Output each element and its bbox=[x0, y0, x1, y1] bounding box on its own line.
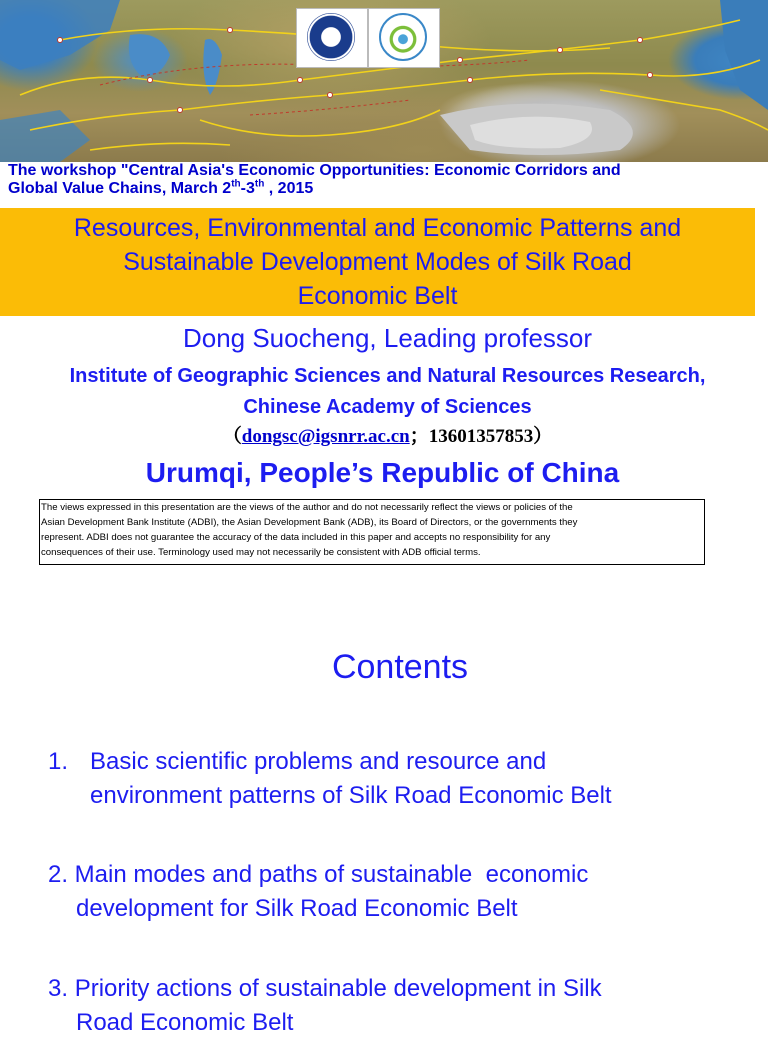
contents-item-3 bbox=[48, 972, 748, 1040]
institute-name bbox=[0, 361, 768, 423]
location-line: Urumqi, People’s Republic of China bbox=[145, 457, 620, 488]
contents-item-3-number: 3. bbox=[48, 975, 69, 1002]
contents-item-2 bbox=[48, 858, 748, 926]
title-line-1: Resources, Environmental and Economic Patterns and bbox=[73, 214, 682, 242]
contents-item-2-number: 2. bbox=[48, 861, 69, 888]
workshop-subtitle bbox=[8, 162, 760, 198]
contents-item-2-line-2: development for Silk Road Economic Belt bbox=[76, 895, 518, 922]
disclaimer-line-2: Asian Development Bank Institute (ADBI), the Asian Development Bank (ADB), its Board of Directors, or the governments they bbox=[41, 517, 578, 528]
workshop-line-2a: Global Value Chains, March 2 bbox=[8, 180, 232, 197]
cas-emblem-icon bbox=[307, 13, 355, 61]
workshop-line-2c: , 2015 bbox=[264, 180, 314, 197]
phone-number: 13601357853 bbox=[428, 426, 534, 447]
contents-item-2-line-1: Main modes and paths of sustainable economic bbox=[68, 861, 589, 888]
institute-line-2: Chinese Academy of Sciences bbox=[243, 396, 532, 418]
contact-open-paren: （ bbox=[222, 426, 242, 447]
contact-info bbox=[0, 421, 768, 448]
title-line-3: Economic Belt bbox=[297, 282, 458, 310]
disclaimer-line-3: represent. ADBI does not guarantee the accuracy of the data included in this paper and accepts no responsibility for any bbox=[41, 532, 551, 543]
workshop-line-2b: -3 bbox=[240, 180, 255, 197]
workshop-sup-2: th bbox=[254, 178, 265, 190]
disclaimer-line-4: consequences of their use. Terminology used may not necessarily be consistent with ADB official terms. bbox=[41, 547, 481, 558]
contents-item-3-line-2: Road Economic Belt bbox=[76, 1009, 294, 1036]
contents-item-1-line-1: Basic scientific problems and resource and bbox=[90, 748, 547, 775]
silk-road-map-banner bbox=[0, 0, 768, 162]
contents-item-3-line-1: Priority actions of sustainable development in Silk bbox=[74, 975, 602, 1002]
contents-heading: Contents bbox=[331, 648, 469, 686]
author-name: Dong Suocheng, Leading professor bbox=[182, 323, 593, 353]
disclaimer-line-1: The views expressed in this presentation are the views of the author and do not necessarily reflect the views or policies of the bbox=[41, 502, 573, 513]
contents-item-1-line-2: environment patterns of Silk Road Economic Belt bbox=[90, 782, 612, 809]
contact-close-paren: ） bbox=[533, 426, 553, 447]
title-line-2: Sustainable Development Modes of Silk Road bbox=[123, 248, 632, 276]
workshop-sup-1: th bbox=[231, 178, 241, 190]
presentation-title bbox=[0, 208, 755, 316]
contents-item-1-number: 1. bbox=[48, 748, 69, 775]
workshop-line-1: The workshop "Central Asia's Economic Opportunities: Economic Corridors and bbox=[8, 162, 621, 179]
cas-logo bbox=[296, 8, 368, 68]
disclaimer-box bbox=[39, 499, 705, 565]
igsnrr-emblem-icon bbox=[379, 13, 427, 61]
igsnrr-logo bbox=[368, 8, 440, 68]
email-link[interactable]: dongsc@igsnrr.ac.cn bbox=[241, 426, 410, 447]
institute-line-1: Institute of Geographic Sciences and Natural Resources Research, bbox=[69, 365, 706, 387]
contact-separator: ； bbox=[409, 426, 429, 447]
